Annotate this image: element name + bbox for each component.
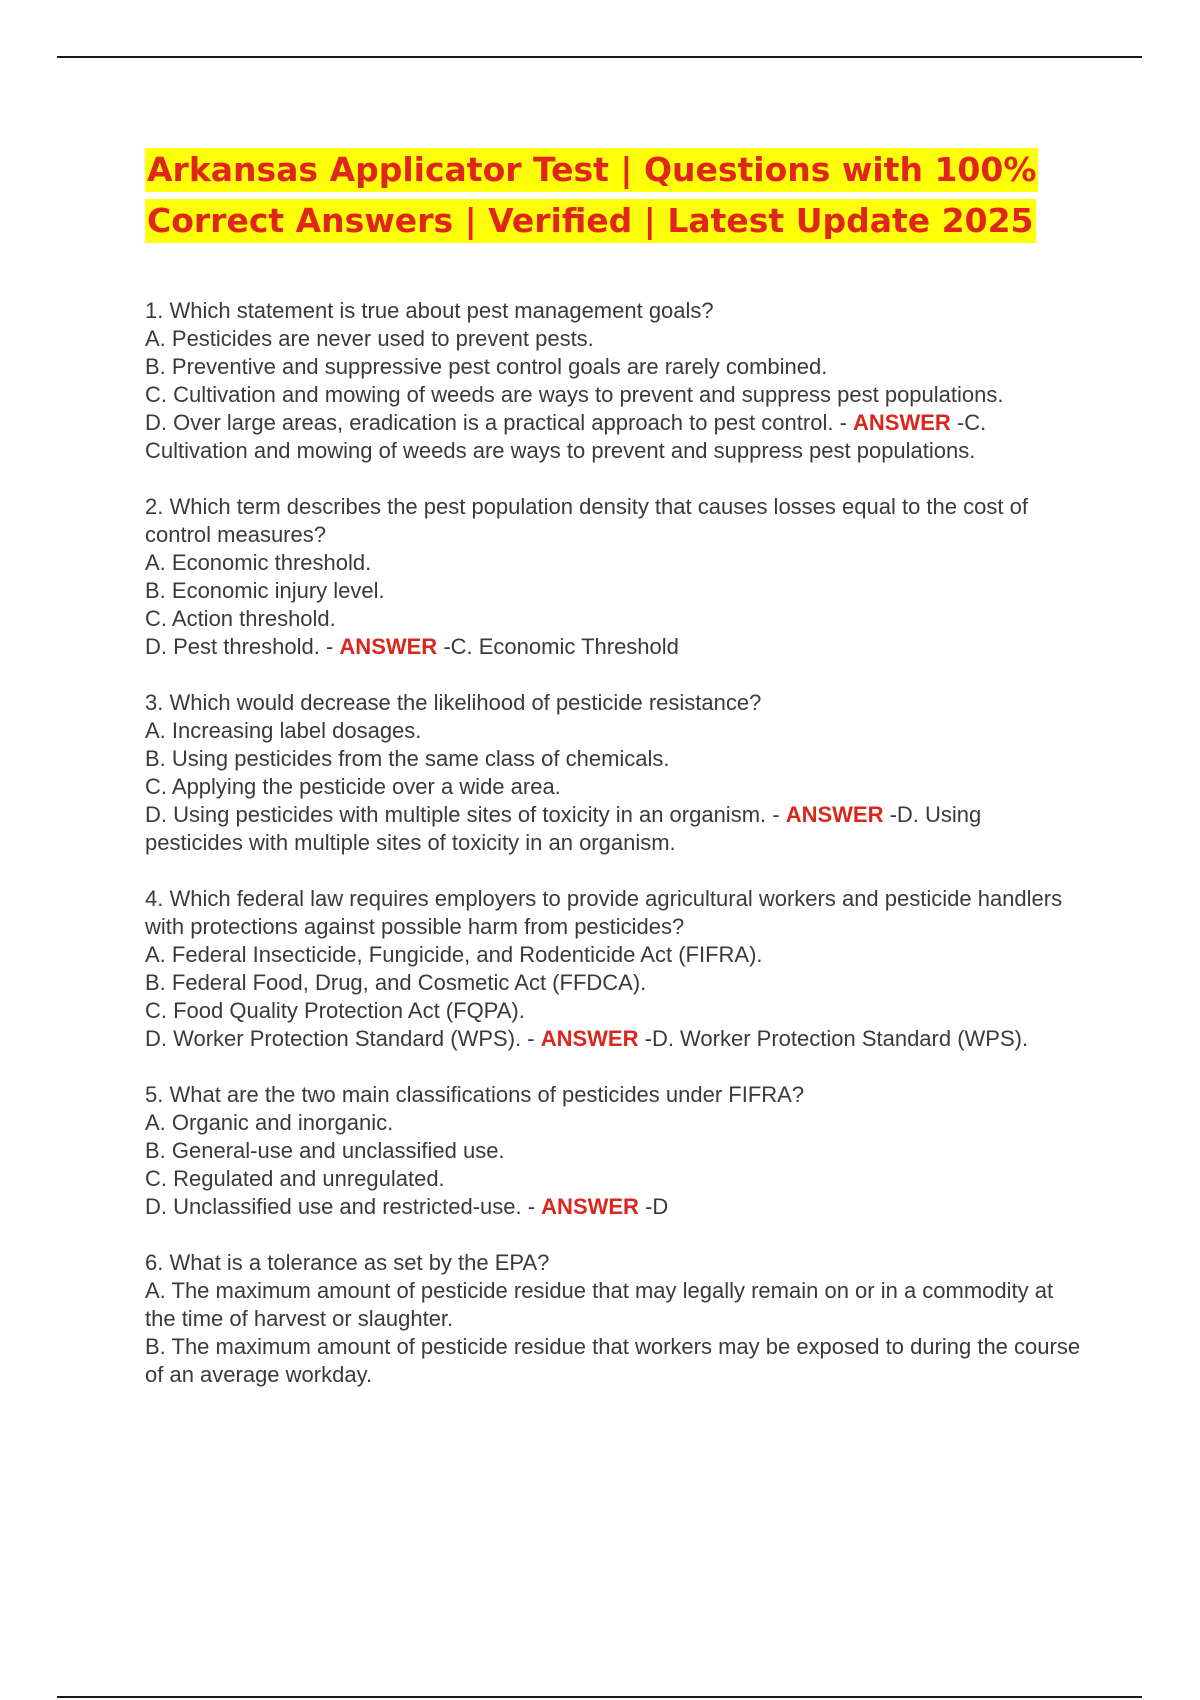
document-title: [145, 144, 1045, 246]
answer-text: -D: [638, 1194, 669, 1219]
question-5: [145, 1081, 1085, 1221]
answer-keyword: ANSWER: [339, 634, 438, 659]
option-line: B. Economic injury level.: [145, 578, 385, 603]
answer-line: [145, 1193, 1085, 1221]
question-line: 4. Which federal law requires employers to provide agricultural workers and pesticide handlers with protections against possible harm from pesticides?: [145, 886, 1063, 939]
option-line: B. Preventive and suppressive pest control goals are rarely combined.: [145, 354, 828, 379]
question-1: [145, 297, 1085, 465]
answer-text: -C. Economic Threshold: [437, 634, 679, 659]
title-line-2: Correct Answers | Verified | Latest Update 2025: [145, 199, 1036, 243]
answer-keyword: ANSWER: [853, 410, 951, 435]
questions-list: [145, 297, 1085, 1417]
option-line: C. Food Quality Protection Act (FQPA).: [145, 998, 525, 1023]
option-line: B. General-use and unclassified use.: [145, 1138, 505, 1163]
bottom-rule: [57, 1696, 1142, 1698]
question-line: 5. What are the two main classifications of pesticides under FIFRA?: [145, 1082, 805, 1107]
option-line: B. Using pesticides from the same class of chemicals.: [145, 746, 670, 771]
option-line: A. Pesticides are never used to prevent pests.: [145, 326, 594, 351]
question-line: 6. What is a tolerance as set by the EPA?: [145, 1250, 550, 1275]
answer-line: [145, 1025, 1085, 1053]
option-text: D. Using pesticides with multiple sites of toxicity in an organism. -: [145, 802, 786, 827]
answer-line: [145, 801, 1085, 857]
option-line: C. Applying the pesticide over a wide area.: [145, 774, 561, 799]
question-line: 2. Which term describes the pest population density that causes losses equal to the cost of control measures?: [145, 494, 1028, 547]
option-text: D. Worker Protection Standard (WPS). -: [145, 1026, 541, 1051]
option-text: D. Unclassified use and restricted-use. -: [145, 1194, 542, 1219]
question-4: [145, 885, 1085, 1053]
option-line: C. Action threshold.: [145, 606, 336, 631]
answer-keyword: ANSWER: [540, 1026, 639, 1051]
question-3: [145, 689, 1085, 857]
option-line: A. Increasing label dosages.: [145, 718, 422, 743]
option-text: D. Pest threshold. -: [145, 634, 340, 659]
option-line: A. Federal Insecticide, Fungicide, and Rodenticide Act (FIFRA).: [145, 942, 763, 967]
answer-line: [145, 633, 1085, 661]
option-line: A. Organic and inorganic.: [145, 1110, 394, 1135]
answer-keyword: ANSWER: [785, 802, 884, 827]
answer-text: -D. Using pesticides with multiple sites of toxicity in an organism.: [145, 802, 982, 855]
answer-line: [145, 409, 1085, 465]
question-2: [145, 493, 1085, 661]
option-text: D. Over large areas, eradication is a practical approach to pest control. -: [145, 410, 854, 435]
option-line: A. The maximum amount of pesticide residue that may legally remain on or in a commodity at the time of harvest or slaughter.: [145, 1278, 1054, 1331]
option-line: C. Regulated and unregulated.: [145, 1166, 445, 1191]
top-rule: [57, 56, 1142, 58]
option-line: A. Economic threshold.: [145, 550, 372, 575]
question-6: [145, 1249, 1085, 1389]
question-line: 3. Which would decrease the likelihood of pesticide resistance?: [145, 690, 762, 715]
answer-text: -C. Cultivation and mowing of weeds are ways to prevent and suppress pest populations.: [145, 410, 987, 463]
option-line: B. The maximum amount of pesticide residue that workers may be exposed to during the course of an average workday.: [145, 1334, 1081, 1387]
title-line-1: Arkansas Applicator Test | Questions with 100%: [145, 148, 1038, 192]
option-line: B. Federal Food, Drug, and Cosmetic Act (FFDCA).: [145, 970, 647, 995]
answer-keyword: ANSWER: [541, 1194, 639, 1219]
option-line: C. Cultivation and mowing of weeds are ways to prevent and suppress pest populations.: [145, 382, 1004, 407]
question-line: 1. Which statement is true about pest management goals?: [145, 298, 714, 323]
answer-text: -D. Worker Protection Standard (WPS).: [638, 1026, 1029, 1051]
